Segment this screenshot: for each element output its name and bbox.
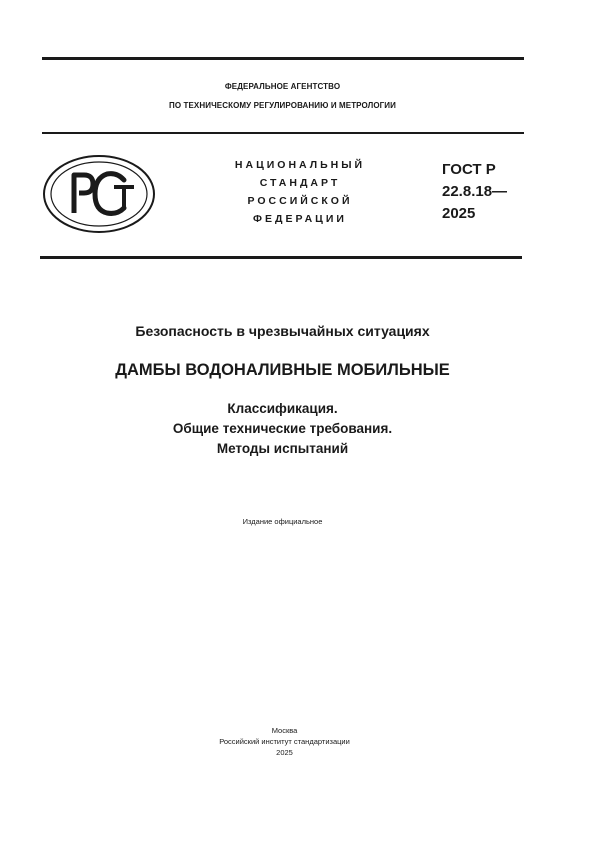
gost-designation-line-3: 2025 [442, 205, 476, 222]
footer-publisher: Российский институт стандартизации [219, 737, 350, 746]
gost-designation-line-1: ГОСТ Р [442, 161, 496, 178]
top-rule [42, 57, 524, 60]
lower-rule [40, 256, 522, 259]
title-line-2: Общие технические требования. [172, 421, 393, 436]
title-line-1: Классификация. [227, 401, 338, 416]
document-title: ДАМБЫ ВОДОНАЛИВНЫЕ МОБИЛЬНЫЕ [115, 361, 450, 379]
national-standard-line-2: СТАНДАРТ [259, 177, 341, 189]
national-standard-line-3: РОССИЙСКОЙ [247, 195, 353, 207]
edition-note: Издание официальное [242, 517, 323, 526]
rst-logo-icon [40, 153, 158, 235]
footer-city: Москва [271, 726, 298, 735]
national-standard-line-4: ФЕДЕРАЦИИ [253, 213, 347, 225]
agency-line-1: ФЕДЕРАЛЬНОЕ АГЕНТСТВО [224, 82, 341, 91]
agency-line-2: ПО ТЕХНИЧЕСКОМУ РЕГУЛИРОВАНИЮ И МЕТРОЛОГИИ [168, 101, 397, 110]
upper-rule [42, 132, 524, 134]
gost-designation-line-2: 22.8.18— [442, 183, 508, 200]
title-line-3: Методы испытаний [216, 441, 349, 456]
national-standard-line-1: НАЦИОНАЛЬНЫЙ [234, 159, 366, 171]
footer-year: 2025 [276, 748, 293, 757]
subject-heading: Безопасность в чрезвычайных ситуациях [135, 323, 430, 339]
